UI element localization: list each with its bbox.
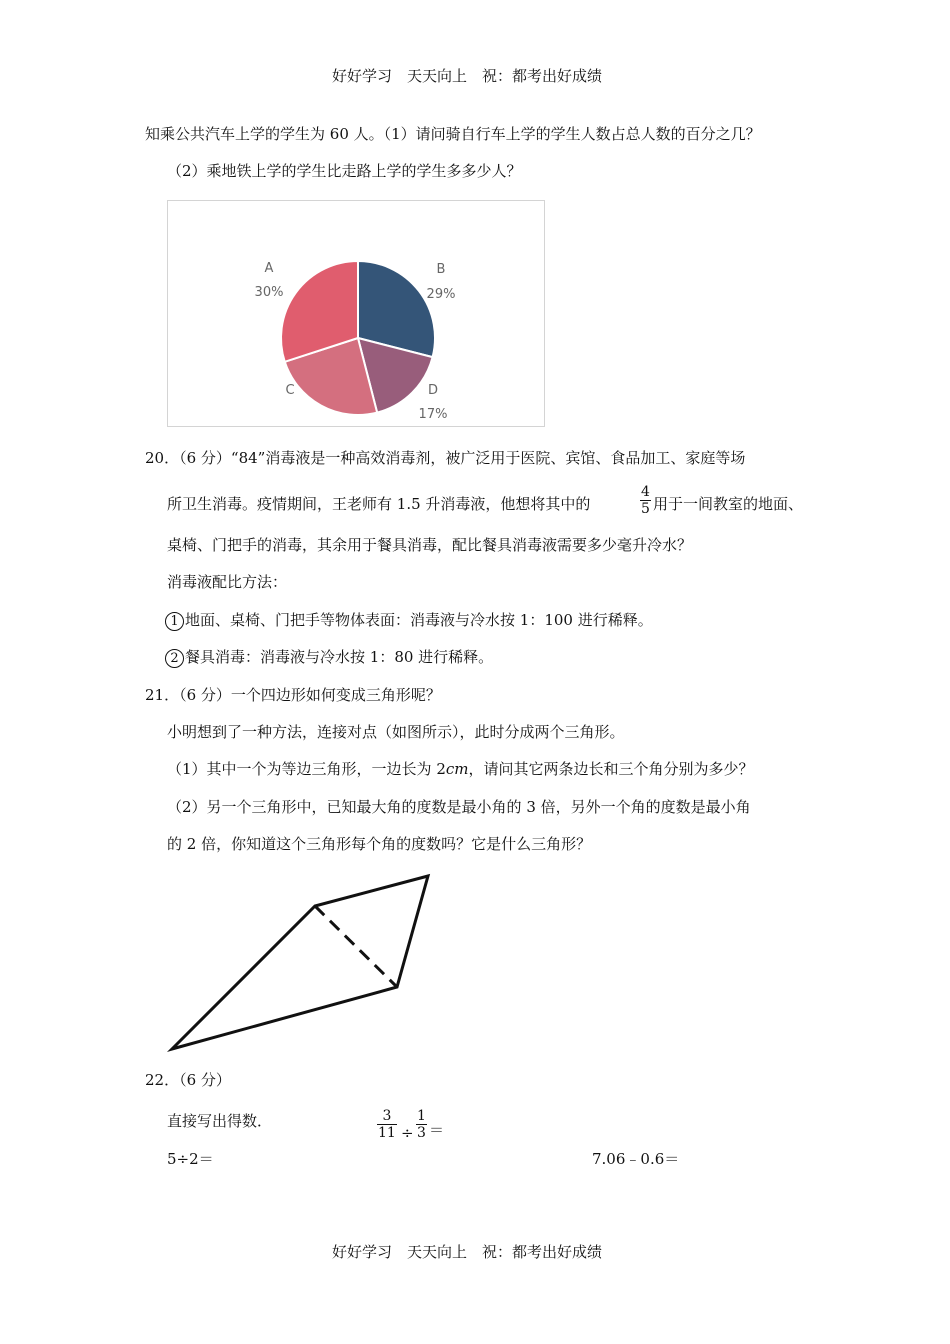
q21-line3-b: ，请问其它两条边长和三个角分别为多少？	[468, 760, 754, 778]
q20-line2a: 所卫生消毒。疫情期间，王老师有 1.5 升消毒液，他想将其中的	[167, 495, 591, 513]
q22-line1: 22．（6 分）	[145, 1071, 231, 1089]
q22-expr1-frac2-den: 3	[417, 1125, 426, 1141]
q20-item1-text: 地面、桌椅、门把手等物体表面：消毒液与冷水按 1：100 进行稀释。	[185, 611, 653, 629]
q22-expr1-frac2-num: 1	[417, 1108, 426, 1124]
q20-item2-marker: 2	[165, 649, 184, 668]
q22-expr1-frac1-num: 3	[382, 1108, 392, 1124]
q21-line3-unit: cm	[445, 760, 469, 778]
page-footer: 好好学习 天天向上 祝：都考出好成绩	[332, 1243, 603, 1261]
page-header: 好好学习 天天向上 祝：都考出好成绩	[332, 67, 603, 85]
q22-expr1-frac1	[377, 1108, 397, 1141]
q22-expr1-op: ÷	[401, 1124, 414, 1142]
q22-expr3: 7.06﹣0.6＝	[592, 1150, 680, 1168]
q22-expr2: 5÷2＝	[167, 1150, 214, 1168]
pie-label-d: D	[427, 383, 439, 398]
q22-expr1-frac2	[416, 1108, 427, 1141]
q20-fraction-numerator: 4	[641, 484, 650, 500]
pie-chart-frame	[167, 200, 545, 427]
pie-percent-b: 29%	[426, 287, 456, 302]
q20-item2-text: 餐具消毒：消毒液与冷水按 1：80 进行稀释。	[185, 648, 494, 666]
pie-chart	[168, 201, 544, 426]
quadrilateral-outline	[172, 876, 428, 1049]
q20-item2	[165, 647, 493, 668]
q19-line2: （2）乘地铁上学的学生比走路上学的学生多多少人？	[167, 162, 522, 180]
q21-line4: （2）另一个三角形中，已知最大角的度数是最小角的 3 倍，另外一个角的度数是最小角	[167, 798, 751, 816]
q20-fraction-denominator: 5	[641, 501, 650, 517]
pie-percent-a: 30%	[254, 285, 284, 300]
diagonal-dashed-line	[315, 906, 397, 987]
q21-line2: 小明想到了一种方法，连接对点（如图所示），此时分成两个三角形。	[167, 723, 625, 741]
q20-line2b: 用于一间教室的地面、	[653, 495, 804, 513]
q20-line4: 消毒液配比方法：	[167, 573, 288, 591]
q20-item1-marker: 1	[165, 612, 184, 631]
pie-label-a: A	[264, 261, 274, 276]
q20-item1	[165, 610, 653, 631]
pie-label-b: B	[436, 262, 446, 277]
q20-fraction	[640, 484, 651, 517]
q21-line5: 的 2 倍，你知道这个三角形每个角的度数吗？它是什么三角形？	[167, 835, 592, 853]
q21-line1: 21．（6 分）一个四边形如何变成三角形呢？	[145, 686, 441, 704]
q20-line1: 20．（6 分）“84”消毒液是一种高效消毒剂，被广泛用于医院、宾馆、食品加工、家庭等场	[145, 449, 746, 467]
q22-expr1-eq: ＝	[429, 1121, 445, 1139]
q21-line3-a: （1）其中一个为等边三角形，一边长为 2	[167, 760, 446, 778]
pie-label-c: C	[285, 383, 295, 398]
q22-expr1-frac1-den: 11	[378, 1125, 396, 1141]
pie-percent-d: 17%	[418, 407, 448, 422]
quadrilateral-figure	[160, 865, 450, 1065]
q21-line3	[167, 759, 754, 779]
q19-line1: 知乘公共汽车上学的学生为 60 人。（1）请问骑自行车上学的学生人数占总人数的百分之几？	[145, 125, 761, 143]
q22-instruction: 直接写出得数．	[167, 1112, 273, 1130]
q20-line3: 桌椅、门把手的消毒，其余用于餐具消毒，配比餐具消毒液需要多少毫升冷水？	[167, 536, 693, 554]
